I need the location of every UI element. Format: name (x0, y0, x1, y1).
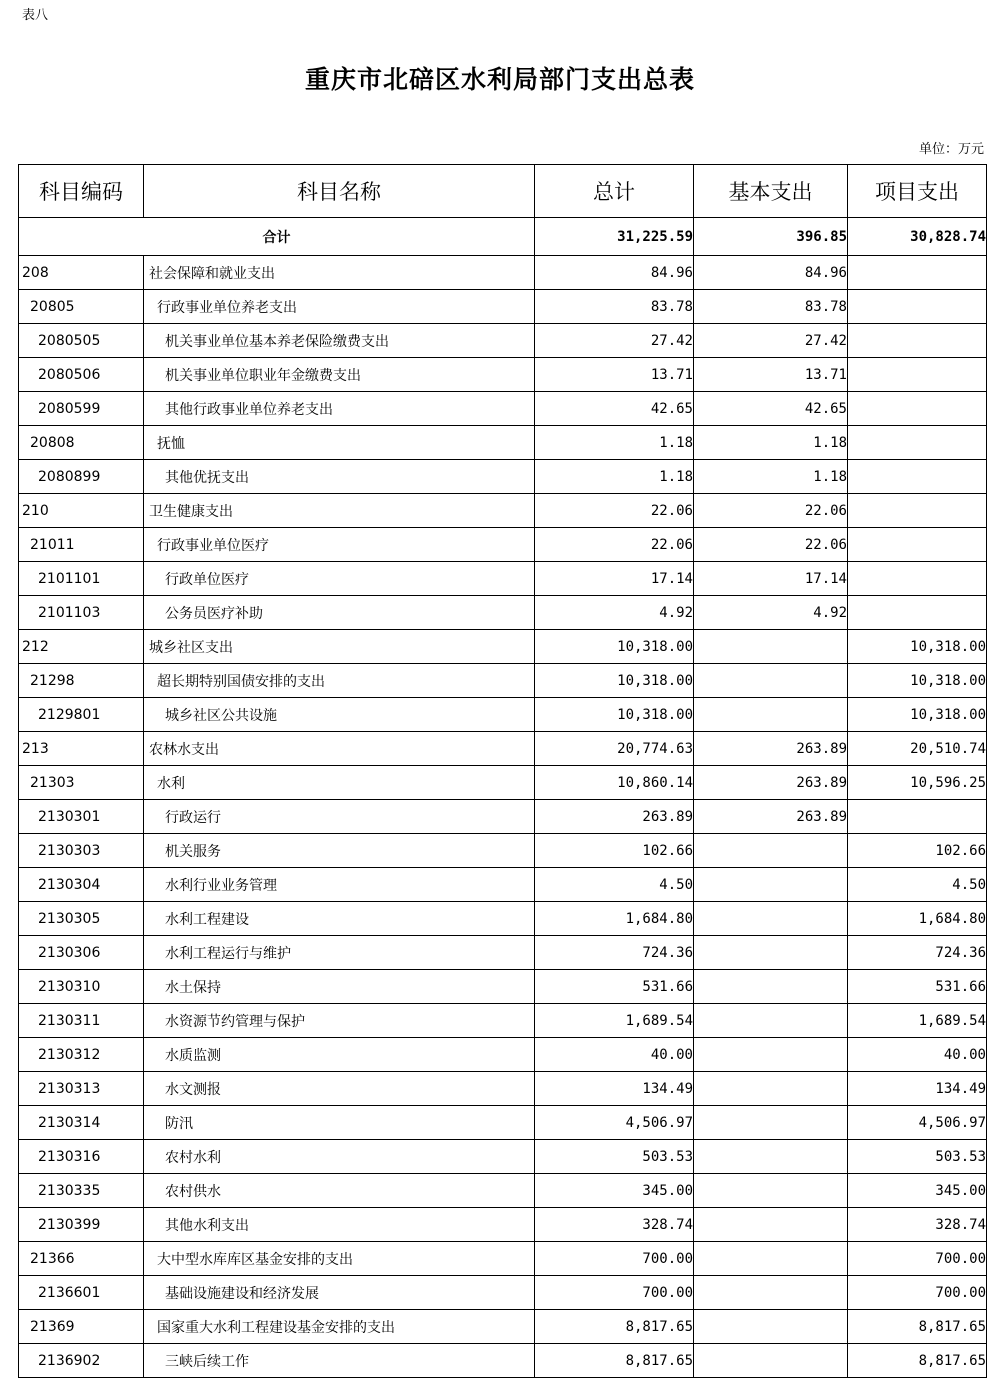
row-project-cell (848, 800, 987, 834)
row-basic-cell: 263.89 (694, 732, 848, 766)
table-row (19, 664, 987, 698)
row-project-cell: 40.00 (848, 1038, 987, 1072)
row-name-cell: 公务员医疗补助 (144, 596, 535, 630)
row-basic-cell (694, 834, 848, 868)
row-code-cell: 21298 (19, 664, 144, 698)
row-code-cell: 2130303 (19, 834, 144, 868)
row-name-cell: 机关事业单位基本养老保险缴费支出 (144, 324, 535, 358)
table-row (19, 936, 987, 970)
column-header-total: 总计 (535, 165, 694, 218)
row-code-cell: 20808 (19, 426, 144, 460)
row-total-cell: 4.92 (535, 596, 694, 630)
total-basic-amount: 396.85 (694, 218, 848, 256)
row-total-cell: 134.49 (535, 1072, 694, 1106)
row-name-cell: 防汛 (144, 1106, 535, 1140)
row-project-cell (848, 426, 987, 460)
row-total-cell: 22.06 (535, 494, 694, 528)
row-basic-cell (694, 1344, 848, 1378)
row-basic-cell: 13.71 (694, 358, 848, 392)
row-name-cell: 基础设施建设和经济发展 (144, 1276, 535, 1310)
row-project-cell: 531.66 (848, 970, 987, 1004)
row-basic-cell (694, 1004, 848, 1038)
row-total-cell: 40.00 (535, 1038, 694, 1072)
table-row (19, 324, 987, 358)
row-basic-cell: 1.18 (694, 460, 848, 494)
row-name-cell: 水利工程运行与维护 (144, 936, 535, 970)
row-basic-cell: 83.78 (694, 290, 848, 324)
row-project-cell: 8,817.65 (848, 1310, 987, 1344)
row-code-cell: 2130316 (19, 1140, 144, 1174)
row-basic-cell (694, 1208, 848, 1242)
row-total-cell: 84.96 (535, 256, 694, 290)
total-project-amount: 30,828.74 (848, 218, 987, 256)
total-label: 合计 (19, 218, 535, 256)
row-name-cell: 城乡社区公共设施 (144, 698, 535, 732)
row-project-cell: 20,510.74 (848, 732, 987, 766)
row-total-cell: 8,817.65 (535, 1344, 694, 1378)
row-total-cell: 20,774.63 (535, 732, 694, 766)
row-basic-cell (694, 1106, 848, 1140)
row-basic-cell: 27.42 (694, 324, 848, 358)
row-code-cell: 21369 (19, 1310, 144, 1344)
row-total-cell: 1,684.80 (535, 902, 694, 936)
table-row (19, 290, 987, 324)
row-basic-cell (694, 868, 848, 902)
total-amount: 31,225.59 (535, 218, 694, 256)
row-code-cell: 2101103 (19, 596, 144, 630)
row-project-cell (848, 562, 987, 596)
table-row (19, 902, 987, 936)
table-row (19, 358, 987, 392)
row-code-cell: 21303 (19, 766, 144, 800)
table-header-row (19, 165, 987, 218)
row-code-cell: 2080599 (19, 392, 144, 426)
row-basic-cell: 42.65 (694, 392, 848, 426)
row-basic-cell (694, 1038, 848, 1072)
row-project-cell (848, 290, 987, 324)
row-basic-cell (694, 902, 848, 936)
row-basic-cell (694, 630, 848, 664)
row-basic-cell (694, 698, 848, 732)
table-row (19, 766, 987, 800)
row-code-cell: 21011 (19, 528, 144, 562)
row-name-cell: 大中型水库库区基金安排的支出 (144, 1242, 535, 1276)
row-total-cell: 10,318.00 (535, 664, 694, 698)
row-name-cell: 社会保障和就业支出 (144, 256, 535, 290)
row-total-cell: 328.74 (535, 1208, 694, 1242)
row-project-cell: 328.74 (848, 1208, 987, 1242)
row-basic-cell: 263.89 (694, 766, 848, 800)
row-project-cell: 700.00 (848, 1276, 987, 1310)
row-total-cell: 27.42 (535, 324, 694, 358)
row-total-cell: 503.53 (535, 1140, 694, 1174)
row-project-cell (848, 528, 987, 562)
row-project-cell: 1,689.54 (848, 1004, 987, 1038)
row-project-cell: 10,318.00 (848, 630, 987, 664)
row-name-cell: 卫生健康支出 (144, 494, 535, 528)
table-row (19, 1038, 987, 1072)
table-row (19, 1174, 987, 1208)
row-name-cell: 水质监测 (144, 1038, 535, 1072)
row-project-cell (848, 596, 987, 630)
table-row (19, 1072, 987, 1106)
row-name-cell: 行政事业单位养老支出 (144, 290, 535, 324)
table-row (19, 426, 987, 460)
row-code-cell: 2080506 (19, 358, 144, 392)
row-basic-cell (694, 936, 848, 970)
row-project-cell: 700.00 (848, 1242, 987, 1276)
row-name-cell: 农村水利 (144, 1140, 535, 1174)
row-name-cell: 农林水支出 (144, 732, 535, 766)
row-basic-cell (694, 1174, 848, 1208)
row-name-cell: 其他行政事业单位养老支出 (144, 392, 535, 426)
row-basic-cell (694, 664, 848, 698)
row-name-cell: 其他优抚支出 (144, 460, 535, 494)
row-basic-cell: 4.92 (694, 596, 848, 630)
row-code-cell: 21366 (19, 1242, 144, 1276)
table-row (19, 732, 987, 766)
row-code-cell: 2130335 (19, 1174, 144, 1208)
row-basic-cell (694, 970, 848, 1004)
row-project-cell: 4,506.97 (848, 1106, 987, 1140)
row-project-cell (848, 256, 987, 290)
row-total-cell: 10,318.00 (535, 630, 694, 664)
column-header-code: 科目编码 (19, 165, 144, 218)
row-project-cell (848, 392, 987, 426)
row-name-cell: 超长期特别国债安排的支出 (144, 664, 535, 698)
row-project-cell (848, 358, 987, 392)
row-name-cell: 机关事业单位职业年金缴费支出 (144, 358, 535, 392)
row-code-cell: 2130314 (19, 1106, 144, 1140)
expenditure-table (18, 164, 987, 1378)
table-row (19, 698, 987, 732)
table-row (19, 970, 987, 1004)
table-number-label: 表八 (22, 8, 49, 23)
row-project-cell: 134.49 (848, 1072, 987, 1106)
row-total-cell: 83.78 (535, 290, 694, 324)
row-total-cell: 263.89 (535, 800, 694, 834)
row-name-cell: 行政事业单位医疗 (144, 528, 535, 562)
row-basic-cell (694, 1072, 848, 1106)
row-project-cell: 8,817.65 (848, 1344, 987, 1378)
row-basic-cell (694, 1242, 848, 1276)
table-row (19, 562, 987, 596)
row-project-cell: 724.36 (848, 936, 987, 970)
table-row (19, 596, 987, 630)
row-name-cell: 水土保持 (144, 970, 535, 1004)
row-code-cell: 2129801 (19, 698, 144, 732)
table-row (19, 1276, 987, 1310)
table-row (19, 256, 987, 290)
row-project-cell: 503.53 (848, 1140, 987, 1174)
row-project-cell: 4.50 (848, 868, 987, 902)
row-project-cell: 345.00 (848, 1174, 987, 1208)
column-header-basic: 基本支出 (694, 165, 848, 218)
row-name-cell: 水利行业业务管理 (144, 868, 535, 902)
row-name-cell: 行政单位医疗 (144, 562, 535, 596)
row-basic-cell: 22.06 (694, 528, 848, 562)
table-row (19, 800, 987, 834)
row-code-cell: 2101101 (19, 562, 144, 596)
table-row (19, 460, 987, 494)
row-total-cell: 13.71 (535, 358, 694, 392)
row-total-cell: 724.36 (535, 936, 694, 970)
row-code-cell: 2136902 (19, 1344, 144, 1378)
row-name-cell: 三峡后续工作 (144, 1344, 535, 1378)
row-project-cell (848, 324, 987, 358)
table-row (19, 1242, 987, 1276)
row-name-cell: 城乡社区支出 (144, 630, 535, 664)
row-total-cell: 22.06 (535, 528, 694, 562)
row-code-cell: 2130399 (19, 1208, 144, 1242)
row-name-cell: 其他水利支出 (144, 1208, 535, 1242)
total-row (19, 218, 987, 256)
row-code-cell: 2130310 (19, 970, 144, 1004)
table-row (19, 630, 987, 664)
row-total-cell: 345.00 (535, 1174, 694, 1208)
row-code-cell: 2130304 (19, 868, 144, 902)
row-code-cell: 2130312 (19, 1038, 144, 1072)
row-code-cell: 2080899 (19, 460, 144, 494)
table-row (19, 1310, 987, 1344)
row-name-cell: 国家重大水利工程建设基金安排的支出 (144, 1310, 535, 1344)
row-name-cell: 抚恤 (144, 426, 535, 460)
row-code-cell: 2130311 (19, 1004, 144, 1038)
row-basic-cell: 84.96 (694, 256, 848, 290)
row-code-cell: 213 (19, 732, 144, 766)
row-code-cell: 212 (19, 630, 144, 664)
row-total-cell: 10,318.00 (535, 698, 694, 732)
row-total-cell: 4,506.97 (535, 1106, 694, 1140)
row-total-cell: 1.18 (535, 460, 694, 494)
row-code-cell: 2130313 (19, 1072, 144, 1106)
table-row (19, 494, 987, 528)
table-row (19, 1004, 987, 1038)
table-row (19, 1208, 987, 1242)
row-total-cell: 102.66 (535, 834, 694, 868)
row-basic-cell: 263.89 (694, 800, 848, 834)
table-row (19, 528, 987, 562)
row-project-cell: 10,318.00 (848, 698, 987, 732)
row-total-cell: 531.66 (535, 970, 694, 1004)
row-project-cell: 10,596.25 (848, 766, 987, 800)
row-code-cell: 2080505 (19, 324, 144, 358)
row-code-cell: 2130306 (19, 936, 144, 970)
row-name-cell: 水资源节约管理与保护 (144, 1004, 535, 1038)
row-code-cell: 208 (19, 256, 144, 290)
row-basic-cell (694, 1310, 848, 1344)
row-name-cell: 机关服务 (144, 834, 535, 868)
row-name-cell: 农村供水 (144, 1174, 535, 1208)
row-total-cell: 1,689.54 (535, 1004, 694, 1038)
row-project-cell (848, 494, 987, 528)
table-row (19, 834, 987, 868)
row-project-cell: 10,318.00 (848, 664, 987, 698)
row-project-cell: 102.66 (848, 834, 987, 868)
table-row (19, 868, 987, 902)
table-row (19, 1106, 987, 1140)
row-code-cell: 2136601 (19, 1276, 144, 1310)
row-basic-cell: 17.14 (694, 562, 848, 596)
row-total-cell: 700.00 (535, 1242, 694, 1276)
row-total-cell: 4.50 (535, 868, 694, 902)
row-name-cell: 水文测报 (144, 1072, 535, 1106)
column-header-project: 项目支出 (848, 165, 987, 218)
unit-label: 单位：万元 (918, 142, 984, 157)
row-basic-cell: 22.06 (694, 494, 848, 528)
row-basic-cell: 1.18 (694, 426, 848, 460)
row-code-cell: 210 (19, 494, 144, 528)
row-total-cell: 1.18 (535, 426, 694, 460)
row-name-cell: 水利 (144, 766, 535, 800)
row-project-cell (848, 460, 987, 494)
page-title: 重庆市北碚区水利局部门支出总表 (304, 65, 695, 94)
row-basic-cell (694, 1140, 848, 1174)
row-total-cell: 17.14 (535, 562, 694, 596)
row-code-cell: 2130305 (19, 902, 144, 936)
row-total-cell: 8,817.65 (535, 1310, 694, 1344)
table-row (19, 392, 987, 426)
row-total-cell: 700.00 (535, 1276, 694, 1310)
row-project-cell: 1,684.80 (848, 902, 987, 936)
row-name-cell: 水利工程建设 (144, 902, 535, 936)
row-name-cell: 行政运行 (144, 800, 535, 834)
row-code-cell: 2130301 (19, 800, 144, 834)
column-header-name: 科目名称 (144, 165, 535, 218)
row-total-cell: 10,860.14 (535, 766, 694, 800)
table-row (19, 1344, 987, 1378)
table-row (19, 1140, 987, 1174)
row-basic-cell (694, 1276, 848, 1310)
row-code-cell: 20805 (19, 290, 144, 324)
row-total-cell: 42.65 (535, 392, 694, 426)
